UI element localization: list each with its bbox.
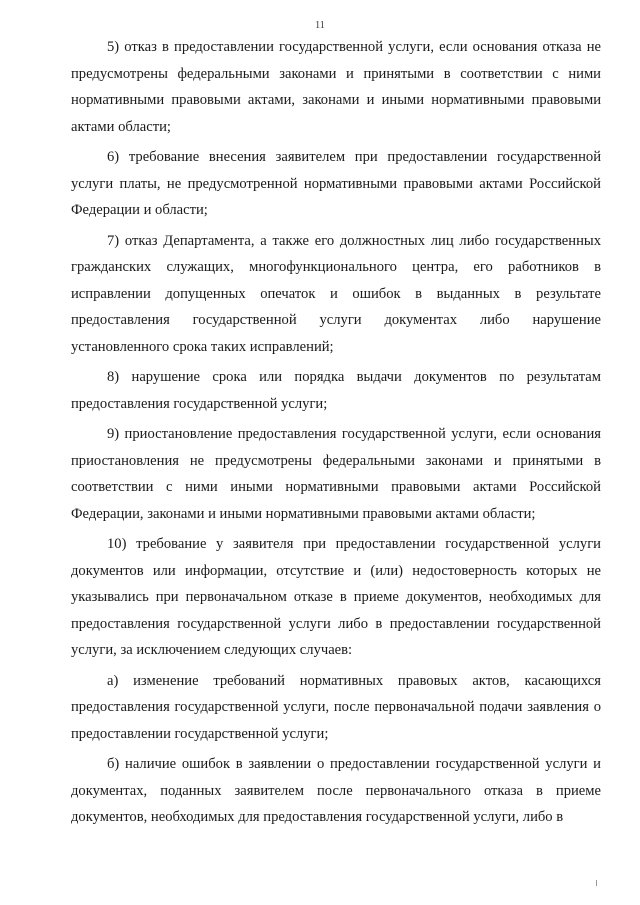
paragraph-item-6: 6) требование внесения заявителем при предоставлении государственной услуги платы, не предусмотренной нормативными правовыми актами Российской Федерации и области;: [71, 149, 601, 218]
document-body: [71, 34, 601, 835]
paragraph-item-5: 5) отказ в предоставлении государственной услуги, если основания отказа не предусмотрены федеральными законами и принятыми в соответствии с ними нормативными правовыми актами, законами и иными нормативными правовыми актами области;: [71, 39, 601, 135]
paragraph-subitem-b: б) наличие ошибок в заявлении о предоставлении государственной услуги и документах, поданных заявителем после первоначального отказа в приеме документов, необходимых для предоставления государственной услуги, либо в: [71, 756, 601, 825]
page-number: 11: [315, 20, 325, 31]
paragraph-item-9: 9) приостановление предоставления государственной услуги, если основания приостановления не предусмотрены федеральными законами и принятыми в соответствии с ними иными нормативными правовыми актами Российской Федерации, законами и иными нормативными правовыми актами области;: [71, 426, 601, 522]
paragraph-item-10: 10) требование у заявителя при предоставлении государственной услуги документов или информации, отсутствие и (или) недостоверность которых не указывались при первоначальном отказе в приеме документов, необходимых для предоставления государственной услуги либо в предоставлении государственной услуги, за исключением следующих случаев:: [71, 536, 601, 658]
paragraph-subitem-a: а) изменение требований нормативных правовых актов, касающихся предоставления государственной услуги, после первоначальной подачи заявления о предоставлении государственной услуги;: [71, 672, 601, 742]
paragraph-item-8: 8) нарушение срока или порядка выдачи документов по результатам предоставления государственной услуги;: [71, 369, 601, 412]
paragraph-item-7: 7) отказ Департамента, а также его должностных лиц либо государственных гражданских служащих, многофункционального центра, его работников в исправлении допущенных опечаток и ошибок в выданных в результате предоставления государственной услуги документах либо нарушение установленного срока таких исправлений;: [71, 232, 601, 355]
scan-artifact-mark: [596, 880, 597, 886]
